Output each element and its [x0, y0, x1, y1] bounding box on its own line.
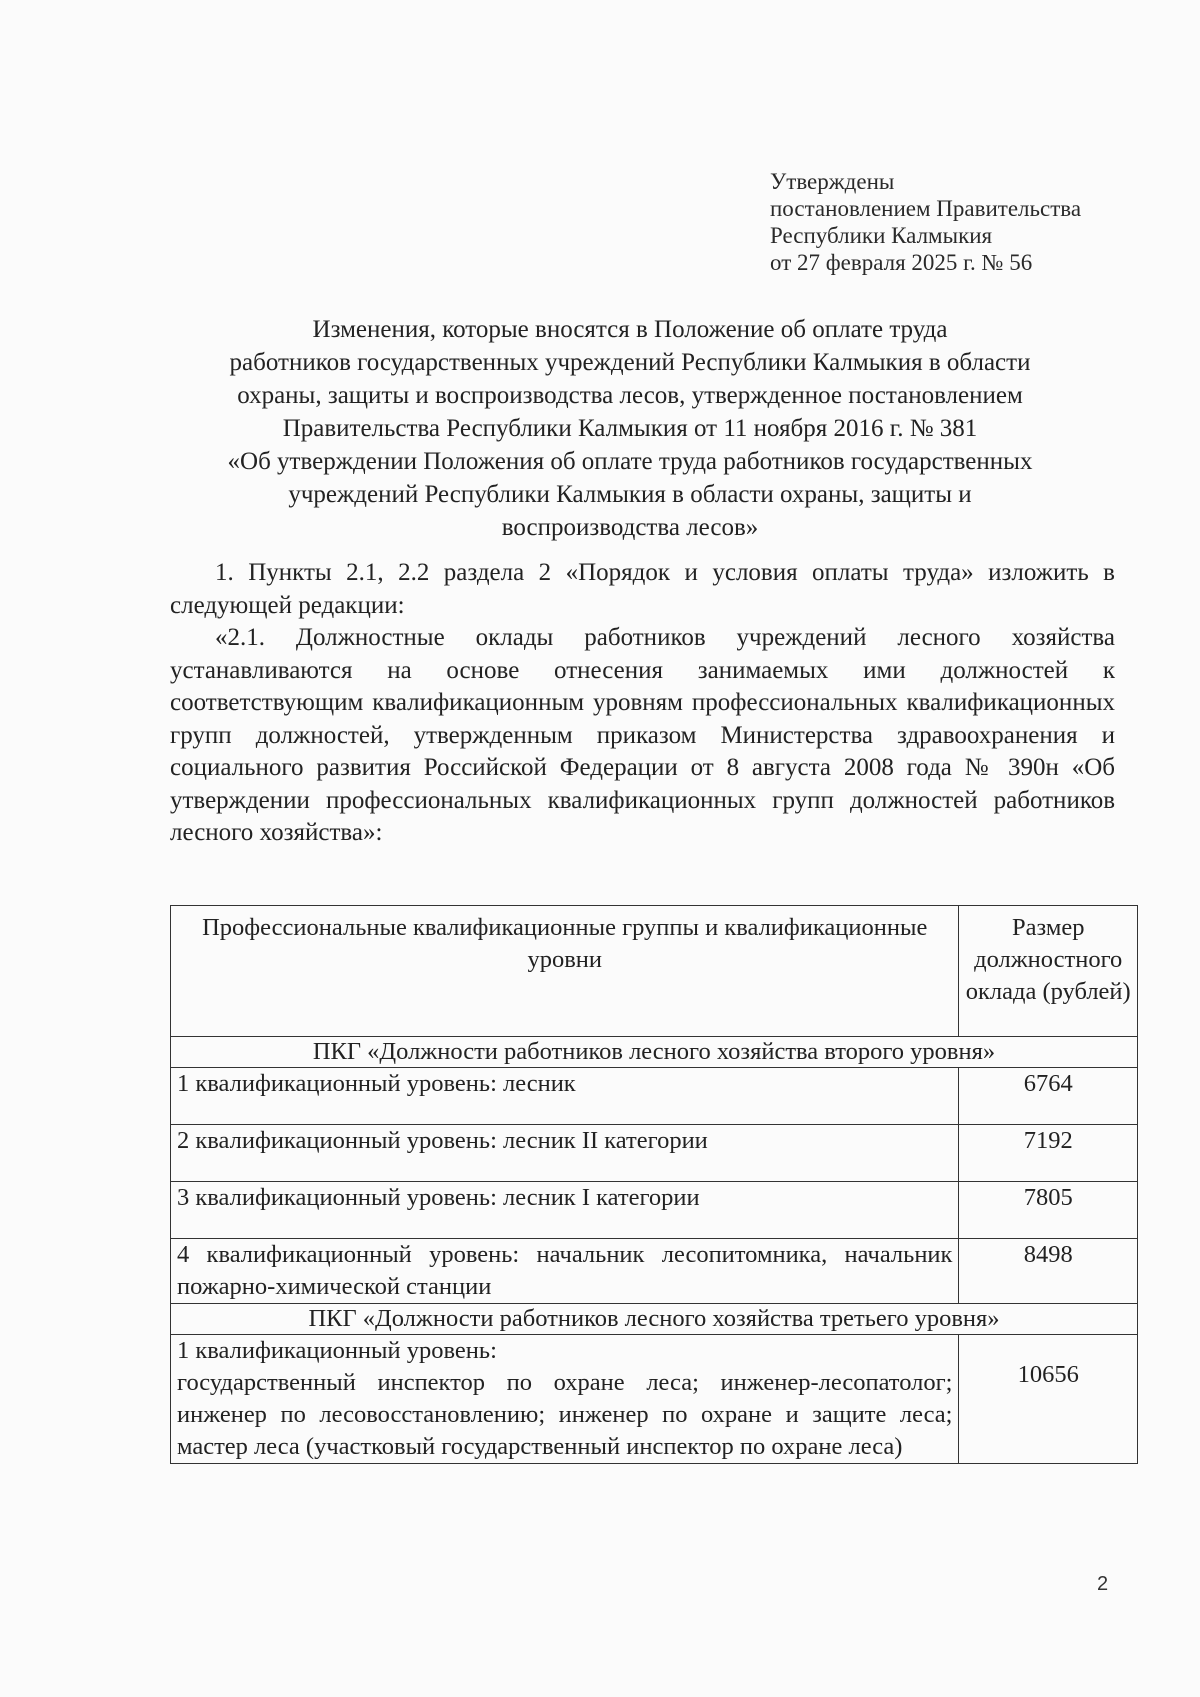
approval-line: Республики Калмыкия [770, 223, 993, 248]
title-line: воспроизводства лесов» [501, 514, 759, 541]
level-name [171, 1335, 959, 1464]
level-name: 1 квалификационный уровень: лесник [171, 1068, 959, 1125]
group-title: ПКГ «Должности работников лесного хозяйства второго уровня» [171, 1037, 1138, 1068]
approval-line: Утверждены [770, 169, 895, 194]
document-body [170, 557, 1115, 850]
table-row [171, 1335, 1138, 1464]
salary-amount: 7805 [959, 1182, 1138, 1239]
title-line: работников государственных учреждений Республики Калмыкия в области [229, 349, 1031, 376]
title-line: Правительства Республики Калмыкия от 11 ноября 2016 г. № 381 [282, 415, 978, 442]
paragraph-2-1: «2.1. Должностные оклады работников учреждений лесного хозяйства устанавливаются на основе отнесения занимаемых ими должностей к соответствующим квалификационным уровням профессиональных квалификационных групп должностей, утвержденным приказом Министерства здравоохранения и социального развития Российской Федерации от 8 августа 2008 года № 390н «Об утверждении профессиональных квалификационных групп должностей работников лесного хозяйства»: [170, 624, 1115, 846]
level-positions: государственный инспектор по охране леса; инженер-лесопатолог; инженер по лесовосстановлению; инженер по охране и защите леса; мастер леса (участковый государственный инспектор по охране леса) [177, 1369, 953, 1460]
approval-line: постановлением Правительства [770, 196, 1082, 221]
salary-amount: 8498 [959, 1239, 1138, 1304]
table-header-row [171, 906, 1138, 1037]
approval-stamp [770, 168, 1081, 276]
level-name: 4 квалификационный уровень: начальник лесопитомника, начальник пожарно-химической станции [171, 1239, 959, 1304]
salary-amount: 6764 [959, 1068, 1138, 1125]
page-number: 2 [1097, 1573, 1109, 1595]
title-line: учреждений Республики Калмыкия в области охраны, защиты и [288, 481, 972, 508]
header-groups: Профессиональные квалификационные группы и квалификационные уровни [171, 906, 959, 1037]
table-row [171, 1068, 1138, 1125]
table-row [171, 1239, 1138, 1304]
approval-line: от 27 февраля 2025 г. № 56 [770, 250, 1033, 275]
title-line: охраны, защиты и воспроизводства лесов, утвержденное постановлением [237, 382, 1023, 409]
level-name: 3 квалификационный уровень: лесник I категории [171, 1182, 959, 1239]
header-salary: Размер должностного оклада (рублей) [959, 906, 1138, 1037]
salary-table [170, 905, 1138, 1464]
salary-amount [959, 1335, 1138, 1464]
document-title [160, 313, 1100, 544]
title-line: Изменения, которые вносятся в Положение об оплате труда [312, 316, 948, 343]
level-label: 1 квалификационный уровень: [177, 1337, 497, 1364]
table-row [171, 1182, 1138, 1239]
paragraph-amendment: 1. Пункты 2.1, 2.2 раздела 2 «Порядок и условия оплаты труда» изложить в следующей редакции: [170, 559, 1115, 619]
group-row-level-2 [171, 1037, 1138, 1068]
level-name: 2 квалификационный уровень: лесник II категории [171, 1125, 959, 1182]
group-row-level-3 [171, 1304, 1138, 1335]
group-title: ПКГ «Должности работников лесного хозяйства третьего уровня» [171, 1304, 1138, 1335]
salary-amount: 7192 [959, 1125, 1138, 1182]
title-line: «Об утверждении Положения об оплате труда работников государственных [227, 448, 1033, 475]
salary-value: 10656 [1017, 1361, 1079, 1388]
table-row [171, 1125, 1138, 1182]
